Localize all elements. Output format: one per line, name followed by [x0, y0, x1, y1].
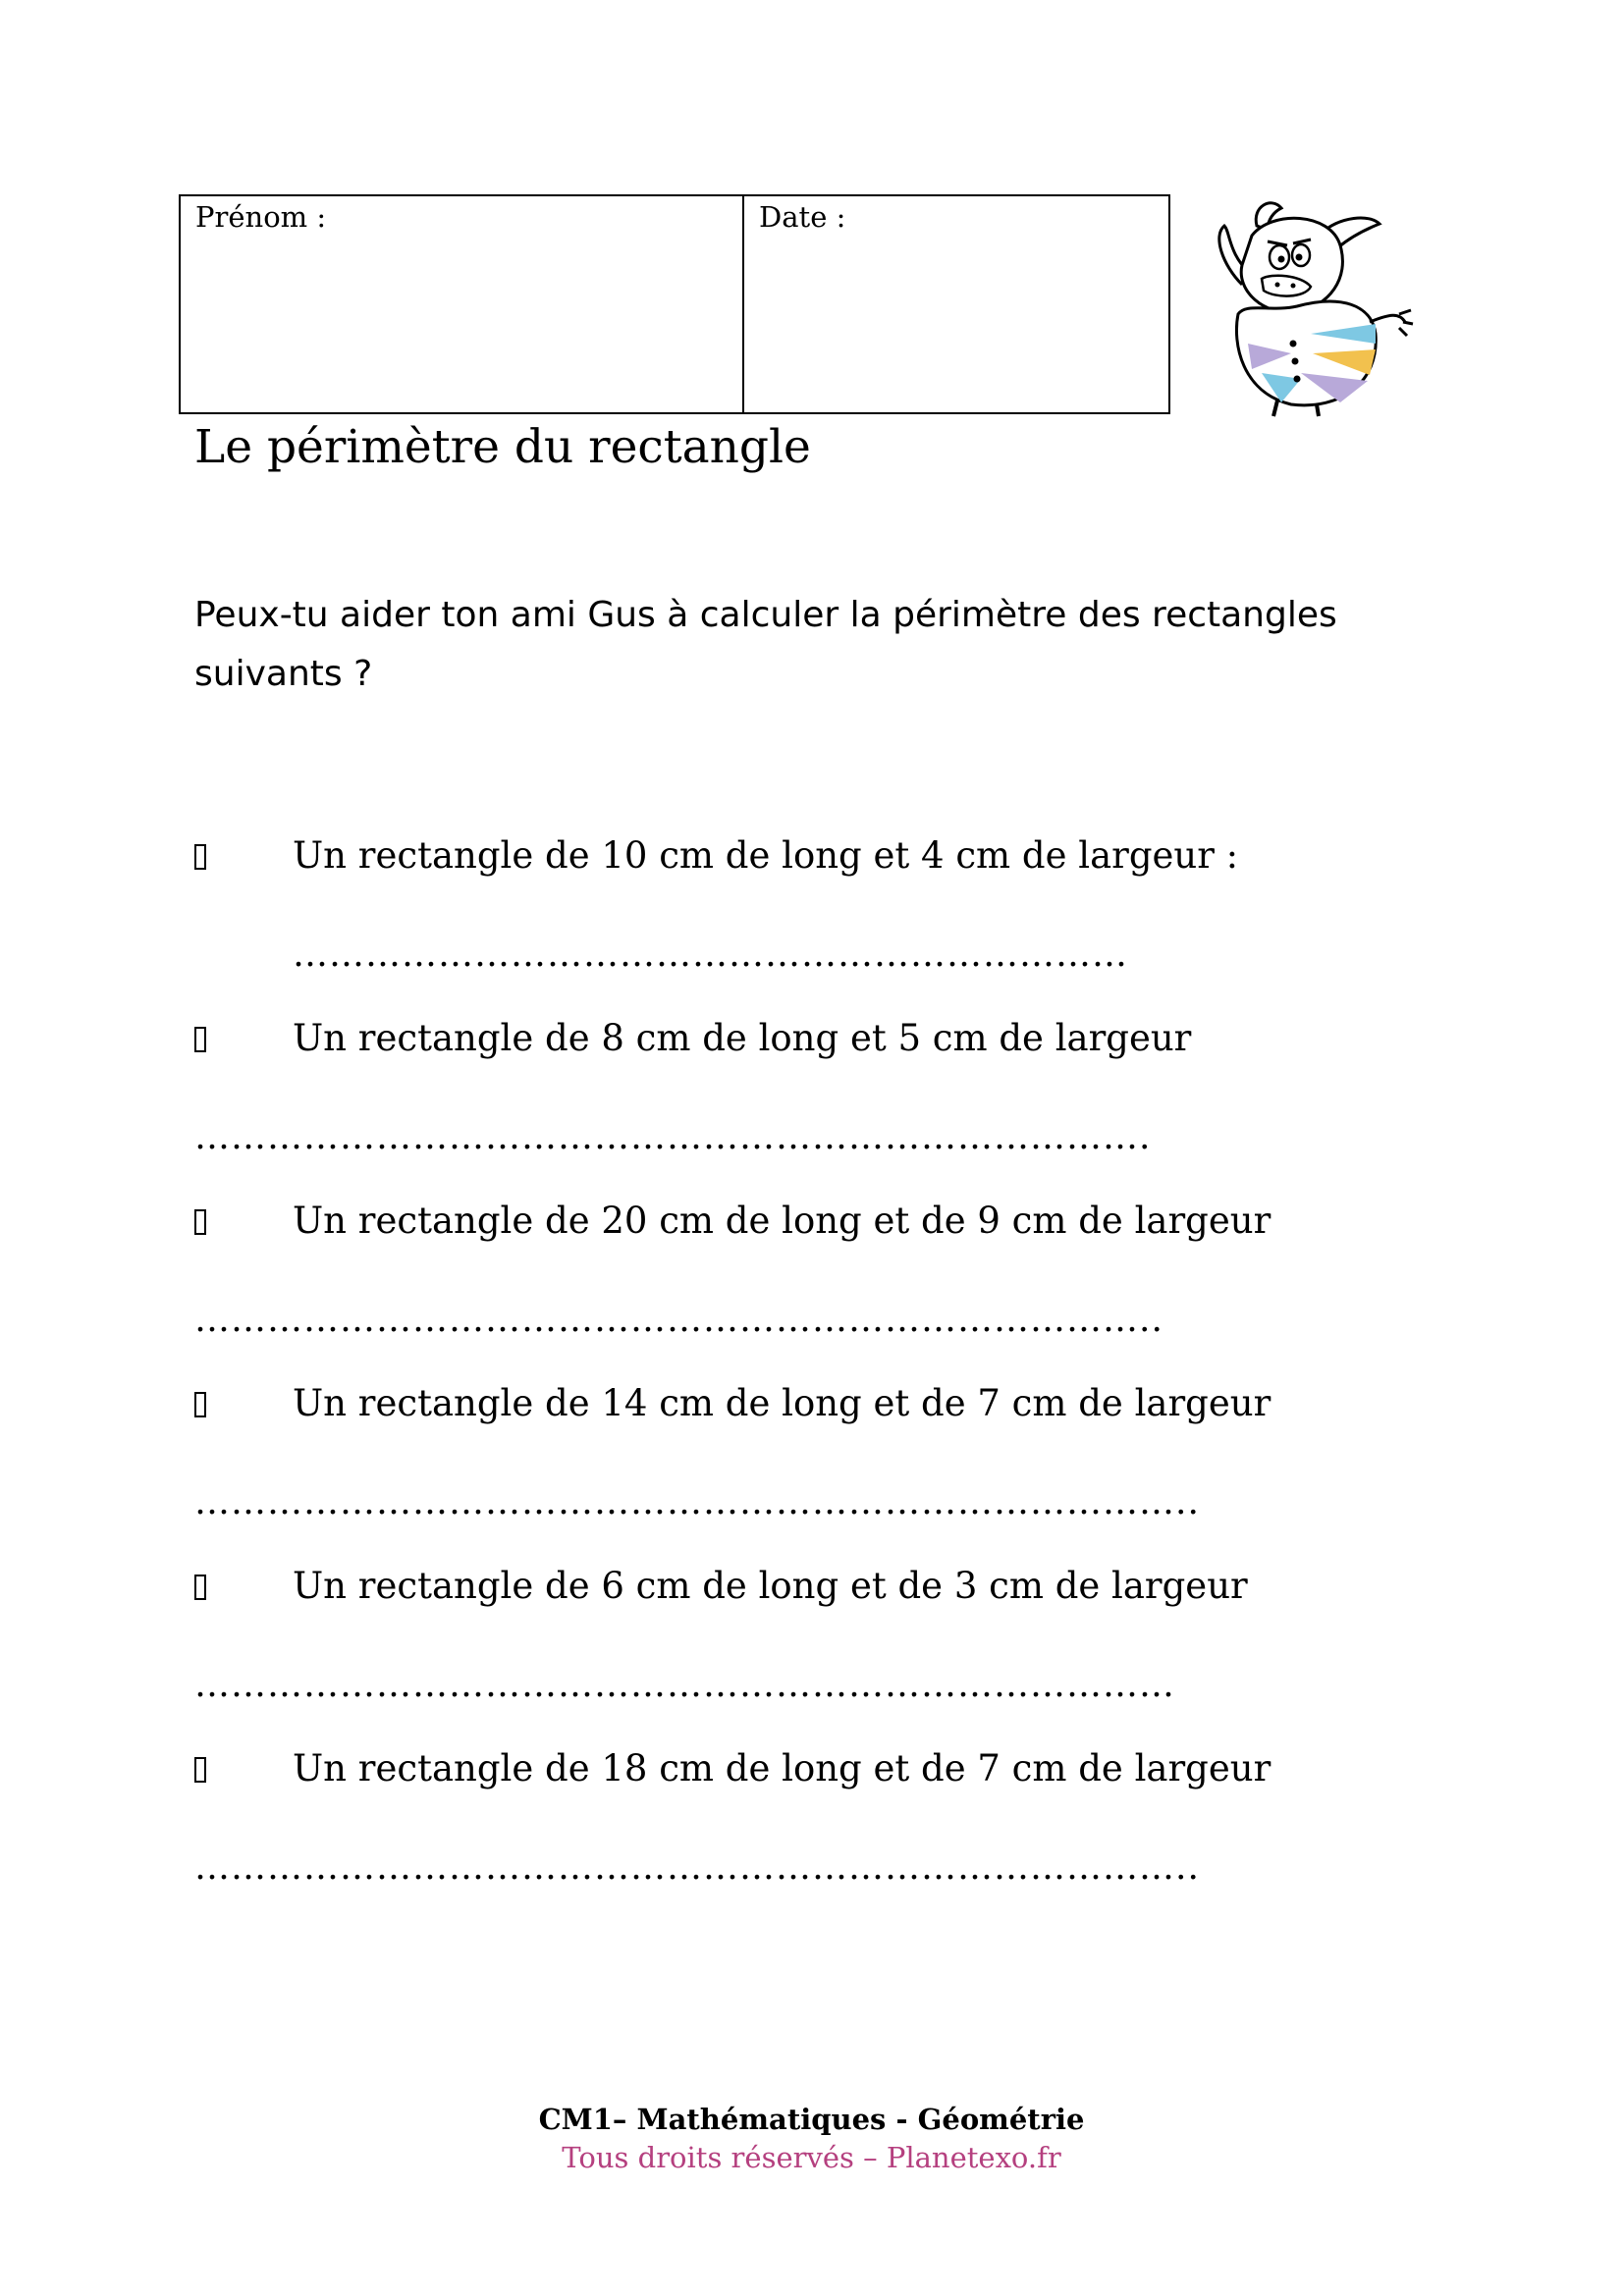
exercise-text: Un rectangle de 18 cm de long et de 7 cm de largeur: [293, 1747, 1271, 1789]
first-name-cell[interactable]: [181, 196, 744, 412]
exercise-item: [194, 1382, 1271, 1424]
footer-course: CM1– Mathématiques - Géométrie: [538, 2103, 1085, 2136]
instruction-text: Peux-tu aider ton ami Gus à calculer la périmètre des rectangles suivants ?: [194, 595, 1337, 694]
exercise-text: Un rectangle de 14 cm de long et de 7 cm de largeur: [293, 1382, 1271, 1424]
exercise-item: [194, 1017, 1192, 1059]
date-label: Date :: [759, 200, 846, 234]
exercise-text: Un rectangle de 8 cm de long et 5 cm de largeur: [293, 1017, 1192, 1059]
answer-line[interactable]: ……………………………………………………………: [293, 934, 1128, 975]
exercise-text: Un rectangle de 20 cm de long et de 9 cm de largeur: [293, 1200, 1271, 1242]
answer-line[interactable]: ………………………………………………………………………..: [194, 1482, 1200, 1522]
exercise-item: [194, 1200, 1271, 1242]
gus-mascot-icon: [1203, 196, 1414, 417]
footer-rights[interactable]: Tous droits réservés – Planetexo.fr: [562, 2141, 1061, 2174]
date-cell[interactable]: [744, 196, 1168, 412]
exercise-text: Un rectangle de 10 cm de long et 4 cm de largeur :: [293, 834, 1239, 877]
answer-line[interactable]: ……………………………………………………………………..: [194, 1300, 1163, 1340]
exercise-item: [194, 1565, 1248, 1607]
checkbox-bullet-icon: [194, 1209, 206, 1235]
answer-line[interactable]: …………………………………………………………………….: [194, 1117, 1152, 1157]
checkbox-bullet-icon: [194, 1575, 206, 1600]
checkbox-bullet-icon: [194, 1027, 206, 1052]
exercise-item: [194, 834, 1239, 877]
answer-line[interactable]: ………………………………………………………………………..: [194, 1847, 1200, 1888]
checkbox-bullet-icon: [194, 1392, 206, 1417]
checkbox-bullet-icon: [194, 1757, 206, 1783]
exercise-item: [194, 1747, 1271, 1789]
exercise-text: Un rectangle de 6 cm de long et de 3 cm de largeur: [293, 1565, 1248, 1607]
checkbox-bullet-icon: [194, 844, 206, 870]
page-title: Le périmètre du rectangle: [194, 420, 811, 474]
name-date-box: [179, 194, 1170, 414]
answer-line[interactable]: ………………………………………………………………………: [194, 1665, 1175, 1705]
first-name-label: Prénom :: [195, 200, 327, 234]
